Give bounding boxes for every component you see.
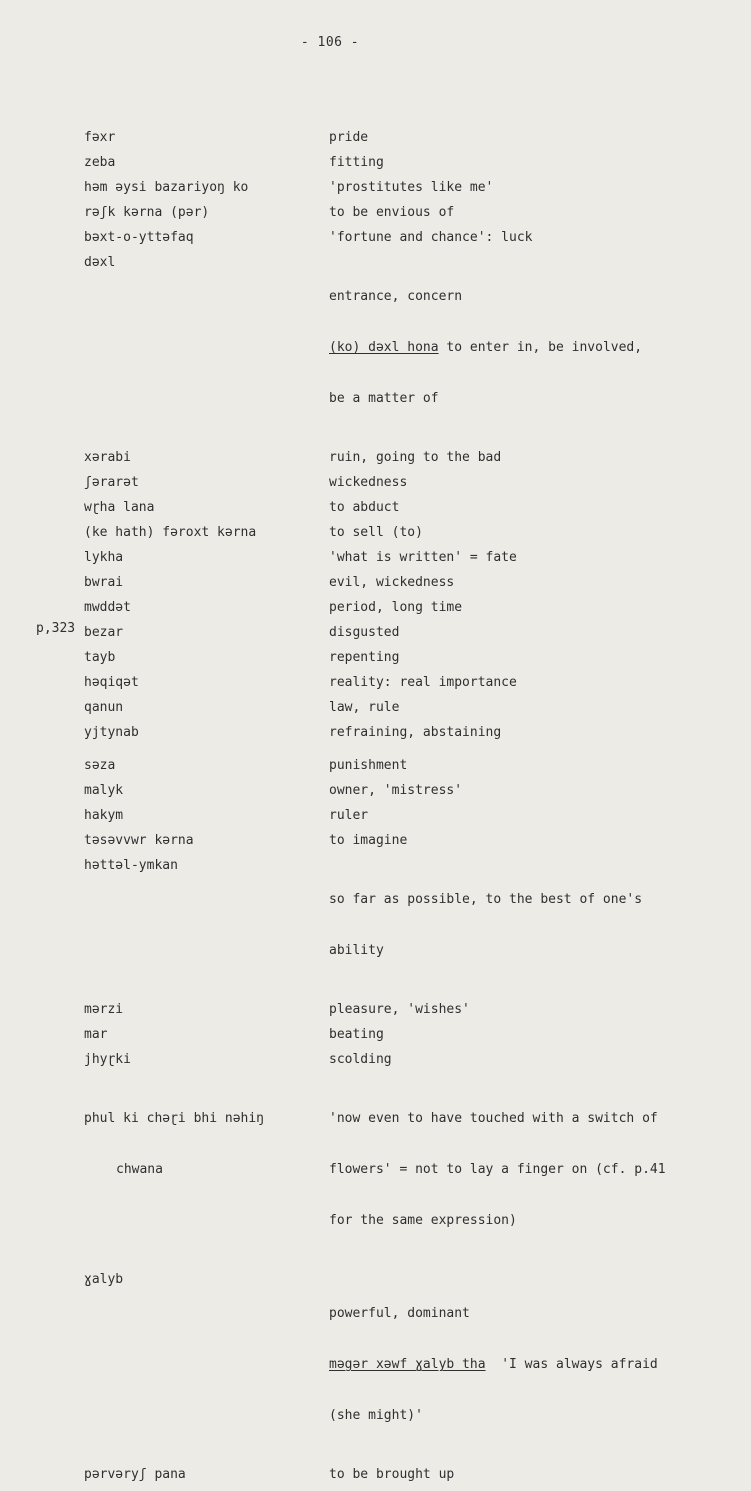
glossary-entry — [84, 724, 704, 741]
glossary-term: bəxt-o-yttəfaq — [84, 230, 194, 245]
glossary-term: qanun — [84, 700, 124, 715]
example-translation: 'I was always afraid — [485, 1357, 658, 1372]
glossary-term: hakym — [84, 808, 124, 823]
glossary-definition: 'now even to have touched with a switch of — [329, 1111, 658, 1126]
glossary-entry — [84, 154, 704, 171]
glossary-definition: owner, 'mistress' — [329, 783, 463, 798]
glossary-entry — [84, 1076, 704, 1263]
glossary-entry — [84, 782, 704, 799]
glossary-term: fəxr — [84, 130, 116, 145]
glossary-definition: ruler — [329, 808, 369, 823]
underlined-example-text: məgər xəwf ɣalyb tha — [329, 1357, 486, 1372]
glossary-definition-block — [329, 1271, 699, 1458]
glossary-definition: to be envious of — [329, 205, 455, 220]
glossary-entry — [84, 699, 704, 716]
glossary-definition: pleasure, 'wishes' — [329, 1002, 470, 1017]
glossary-definition: disgusted — [329, 625, 400, 640]
glossary-term: wɽha lana — [84, 500, 155, 515]
example-translation-continued: (she might)' — [329, 1408, 423, 1423]
glossary-definition: repenting — [329, 650, 400, 665]
glossary-entry — [84, 649, 704, 666]
glossary-term: tayb — [84, 650, 116, 665]
glossary-entry — [84, 624, 704, 641]
glossary-term: dəxl — [84, 255, 116, 270]
usage-example — [329, 1356, 699, 1373]
glossary-definition: period, long time — [329, 600, 463, 615]
glossary-entry — [84, 474, 704, 491]
glossary-term: yjtynab — [84, 725, 139, 740]
section-gap — [84, 749, 704, 757]
glossary-definition-block — [329, 254, 699, 441]
glossary-term: zeba — [84, 155, 116, 170]
glossary-definition: ruin, going to the bad — [329, 450, 502, 465]
glossary-definition-block — [329, 1076, 699, 1263]
glossary-list — [84, 129, 704, 1491]
glossary-definition: pride — [329, 130, 369, 145]
glossary-definition: to sell (to) — [329, 525, 423, 540]
glossary-entry — [84, 549, 704, 566]
glossary-definition: to be brought up — [329, 1467, 455, 1482]
glossary-definition: reality: real importance — [329, 675, 517, 690]
glossary-definition: to imagine — [329, 833, 408, 848]
glossary-definition: 'what is written' = fate — [329, 550, 517, 565]
glossary-term: phul ki chəɽi bhi nəhiŋ — [84, 1111, 265, 1126]
glossary-entry — [84, 254, 704, 441]
glossary-term: həqiqət — [84, 675, 139, 690]
glossary-entry — [84, 204, 704, 221]
glossary-term: həm əysi bazariyoŋ ko — [84, 180, 249, 195]
glossary-term-block — [84, 1076, 329, 1212]
glossary-definition: powerful, dominant — [329, 1306, 470, 1321]
glossary-term: ʃərarət — [84, 475, 139, 490]
glossary-definition: evil, wickedness — [329, 575, 455, 590]
glossary-entry — [84, 599, 704, 616]
glossary-entry — [84, 1026, 704, 1043]
glossary-term: təsəvvwr kərna — [84, 833, 194, 848]
glossary-term: rəʃk kərna (pər) — [84, 205, 210, 220]
glossary-definition: wickedness — [329, 475, 408, 490]
glossary-term: pərvəryʃ pana — [84, 1467, 186, 1482]
glossary-entry — [84, 1466, 704, 1483]
glossary-definition-block — [329, 857, 699, 993]
glossary-definition: beating — [329, 1027, 384, 1042]
glossary-term: səza — [84, 758, 116, 773]
glossary-term: bezar — [84, 625, 124, 640]
glossary-definition: 'prostitutes like me' — [329, 180, 494, 195]
glossary-entry — [84, 1001, 704, 1018]
glossary-entry — [84, 1271, 704, 1458]
glossary-definition: fitting — [329, 155, 384, 170]
usage-example — [329, 339, 699, 356]
glossary-term: xərabi — [84, 450, 131, 465]
glossary-entry — [84, 229, 704, 246]
glossary-entry — [84, 674, 704, 691]
glossary-definition: 'fortune and chance': luck — [329, 230, 533, 245]
glossary-term: bwrai — [84, 575, 124, 590]
glossary-term: (ke hath) fəroxt kərna — [84, 525, 257, 540]
glossary-term: mwddət — [84, 600, 131, 615]
glossary-entry — [84, 129, 704, 146]
glossary-entry — [84, 179, 704, 196]
glossary-entry — [84, 524, 704, 541]
glossary-entry — [84, 574, 704, 591]
glossary-entry — [84, 807, 704, 824]
glossary-entry — [84, 757, 704, 774]
glossary-term: mar — [84, 1027, 108, 1042]
page-reference: p,323 — [36, 621, 76, 636]
glossary-definition-continued: flowers' = not to lay a finger on (cf. p.41 — [329, 1162, 666, 1177]
glossary-entry — [84, 449, 704, 466]
glossary-entry — [84, 832, 704, 849]
glossary-definition: entrance, concern — [329, 289, 463, 304]
glossary-term: həttəl-ymkan — [84, 858, 178, 873]
example-translation: to enter in, be involved, — [438, 340, 643, 355]
glossary-definition-continued: for the same expression) — [329, 1213, 517, 1228]
page-number: - 106 - — [300, 35, 360, 50]
glossary-term: ɣalyb — [84, 1272, 124, 1287]
glossary-definition: to abduct — [329, 500, 400, 515]
glossary-term: malyk — [84, 783, 124, 798]
glossary-definition: law, rule — [329, 700, 400, 715]
glossary-definition: scolding — [329, 1052, 392, 1067]
glossary-term: lykha — [84, 550, 124, 565]
glossary-entry — [84, 1051, 704, 1068]
glossary-term: jhyɽki — [84, 1052, 131, 1067]
glossary-entry — [84, 857, 704, 993]
example-translation-continued: be a matter of — [329, 391, 439, 406]
glossary-definition-continued: ability — [329, 943, 384, 958]
glossary-term: mərzi — [84, 1002, 124, 1017]
glossary-entry — [84, 499, 704, 516]
glossary-definition: so far as possible, to the best of one's — [329, 892, 643, 907]
underlined-example-text: (ko) dəxl hona — [329, 340, 439, 355]
glossary-definition: punishment — [329, 758, 408, 773]
glossary-definition: refraining, abstaining — [329, 725, 502, 740]
glossary-term-continued: chwana — [116, 1162, 163, 1177]
